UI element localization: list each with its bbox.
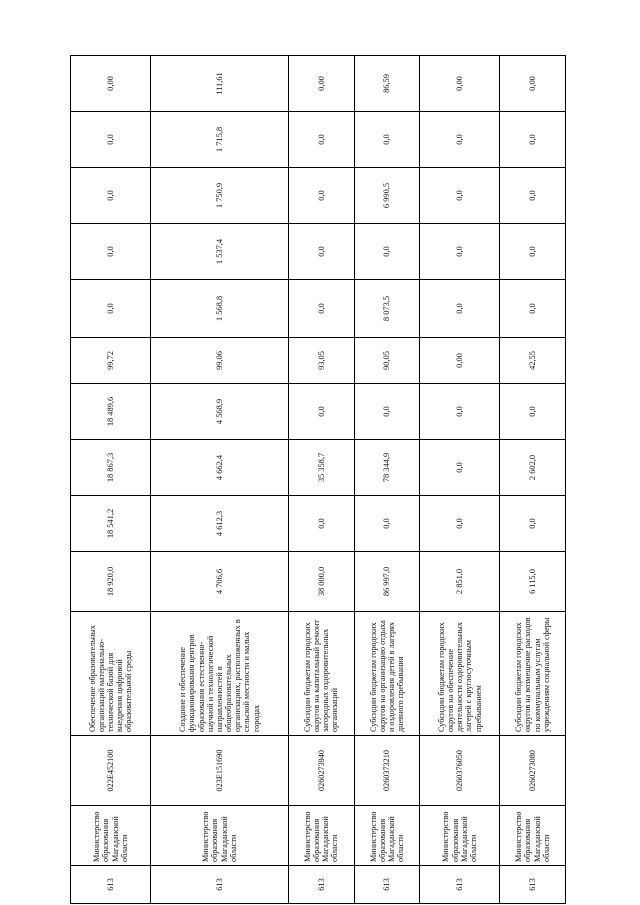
description-cell: Создание и обеспечение функционирования центров образования естественно-научной и технологической направленностей в общеобразовательных организациях, расположенных в сельской местности и малых городах — [151, 612, 289, 736]
description-cell: Обеспечение образовательных организаций материально-технической базой для внедрения цифровой образовательной среды — [71, 612, 151, 736]
description-cell: Субсидии бюджетам городских округов на обеспечение деятельности оздоровительных лагерей с круглосуточным пребыванием — [420, 612, 500, 736]
organization-cell: Министерство образования Магаданской области — [354, 806, 420, 866]
value-cell-2: 18 541,2 — [71, 496, 151, 552]
value-cell-6: 0,0 — [288, 280, 354, 338]
value-cell-6: 1 568,8 — [151, 280, 289, 338]
value-cell-2: 0,0 — [500, 496, 566, 552]
value-cell-4: 0,0 — [500, 384, 566, 440]
classification-code-cell: 0260373210 — [354, 736, 420, 806]
value-cell-2: 0,0 — [354, 496, 420, 552]
value-cell-1: 2 851,0 — [420, 552, 500, 612]
value-cell-7: 0,0 — [420, 224, 500, 280]
ministry-code-cell: 613 — [71, 866, 151, 904]
value-cell-7: 0,0 — [288, 224, 354, 280]
table-row — [288, 56, 354, 904]
table-row — [71, 56, 151, 904]
value-cell-6: 8 073,5 — [354, 280, 420, 338]
value-cell-8: 0,0 — [500, 168, 566, 224]
table-rotation-wrapper — [70, 56, 566, 904]
value-cell-3: 0,0 — [420, 440, 500, 496]
percent-cell-5: 99,72 — [71, 338, 151, 384]
ministry-code-cell: 613 — [288, 866, 354, 904]
organization-cell: Министерство образования Магаданской области — [71, 806, 151, 866]
value-cell-4: 0,0 — [420, 384, 500, 440]
value-cell-2: 0,0 — [420, 496, 500, 552]
value-cell-1: 6 115,0 — [500, 552, 566, 612]
value-cell-8: 6 990,5 — [354, 168, 420, 224]
classification-code-cell: 022E452100 — [71, 736, 151, 806]
percent-cell-10: 0,00 — [71, 56, 151, 112]
organization-cell: Министерство образования Магаданской области — [500, 806, 566, 866]
value-cell-1: 38 000,0 — [288, 552, 354, 612]
value-cell-1: 18 920,0 — [71, 552, 151, 612]
percent-cell-5: 0,00 — [420, 338, 500, 384]
table-row — [354, 56, 420, 904]
ministry-code-cell: 613 — [151, 866, 289, 904]
ministry-code-cell: 613 — [354, 866, 420, 904]
percent-cell-5: 99,06 — [151, 338, 289, 384]
value-cell-9: 0,0 — [354, 112, 420, 168]
value-cell-7: 0,0 — [71, 224, 151, 280]
percent-cell-10: 0,00 — [420, 56, 500, 112]
ministry-code-cell: 613 — [420, 866, 500, 904]
percent-cell-10: 111,61 — [151, 56, 289, 112]
value-cell-9: 0,0 — [420, 112, 500, 168]
table-row — [151, 56, 289, 904]
percent-cell-5: 90,05 — [354, 338, 420, 384]
value-cell-1: 86 997,0 — [354, 552, 420, 612]
rotated-table-container — [70, 56, 566, 904]
value-cell-8: 0,0 — [71, 168, 151, 224]
classification-code-cell: 0260273940 — [288, 736, 354, 806]
organization-cell: Министерство образования Магаданской области — [151, 806, 289, 866]
value-cell-4: 0,0 — [354, 384, 420, 440]
percent-cell-5: 42,55 — [500, 338, 566, 384]
value-cell-6: 0,0 — [71, 280, 151, 338]
value-cell-7: 0,0 — [500, 224, 566, 280]
table-row — [420, 56, 500, 904]
description-cell: Субсидии бюджетам городских округов на капитальный ремонт загородных оздоровительных организаций — [288, 612, 354, 736]
value-cell-6: 0,0 — [420, 280, 500, 338]
budget-table — [70, 55, 566, 904]
value-cell-7: 0,0 — [354, 224, 420, 280]
classification-code-cell: 0260376050 — [420, 736, 500, 806]
classification-code-cell: 0260273080 — [500, 736, 566, 806]
value-cell-1: 4 706,6 — [151, 552, 289, 612]
percent-cell-10: 0,00 — [500, 56, 566, 112]
value-cell-6: 0,0 — [500, 280, 566, 338]
value-cell-2: 4 612,3 — [151, 496, 289, 552]
value-cell-3: 18 867,3 — [71, 440, 151, 496]
description-cell: Субсидии бюджетам городских округов на организацию отдыха и оздоровления детей в лагерях дневного пребывания — [354, 612, 420, 736]
value-cell-4: 0,0 — [288, 384, 354, 440]
classification-code-cell: 023E151690 — [151, 736, 289, 806]
value-cell-4: 4 568,9 — [151, 384, 289, 440]
description-cell: Субсидии бюджетам городских округов на возмещение расходов по коммунальным услугам учреждениям социальной сферы — [500, 612, 566, 736]
value-cell-3: 78 344,9 — [354, 440, 420, 496]
value-cell-7: 1 537,4 — [151, 224, 289, 280]
value-cell-9: 0,0 — [288, 112, 354, 168]
percent-cell-5: 93,05 — [288, 338, 354, 384]
value-cell-2: 0,0 — [288, 496, 354, 552]
value-cell-3: 4 662,4 — [151, 440, 289, 496]
value-cell-8: 0,0 — [288, 168, 354, 224]
ministry-code-cell: 613 — [500, 866, 566, 904]
organization-cell: Министерство образования Магаданской области — [420, 806, 500, 866]
organization-cell: Министерство образования Магаданской области — [288, 806, 354, 866]
value-cell-9: 0,0 — [500, 112, 566, 168]
percent-cell-10: 0,00 — [288, 56, 354, 112]
value-cell-9: 0,0 — [71, 112, 151, 168]
value-cell-8: 1 750,9 — [151, 168, 289, 224]
value-cell-3: 35 358,7 — [288, 440, 354, 496]
value-cell-9: 1 715,8 — [151, 112, 289, 168]
value-cell-8: 0,0 — [420, 168, 500, 224]
value-cell-4: 18 489,6 — [71, 384, 151, 440]
percent-cell-10: 86,59 — [354, 56, 420, 112]
value-cell-3: 2 602,0 — [500, 440, 566, 496]
table-row — [500, 56, 566, 904]
